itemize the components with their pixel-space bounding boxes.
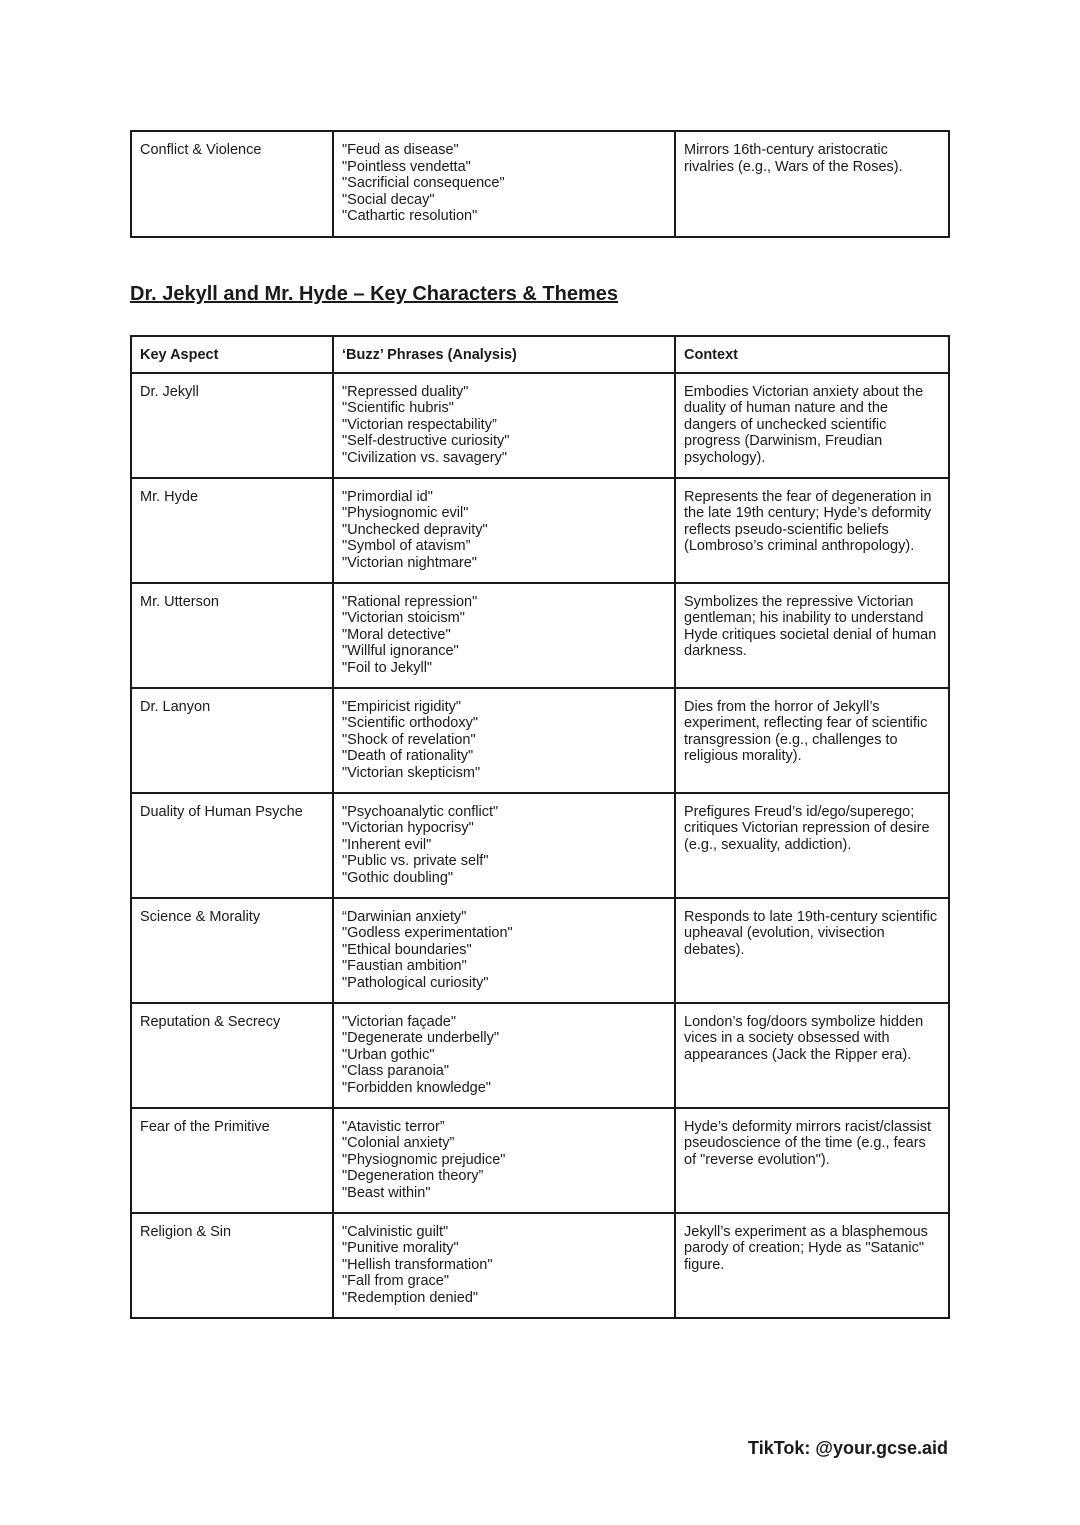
aspect-cell: Mr. Hyde [131,478,333,583]
phrase: "Ethical boundaries" [342,941,472,958]
aspect-cell: Dr. Lanyon [131,688,333,793]
phrase: "Urban gothic" [342,1046,435,1063]
context-cell: Symbolizes the repressive Victorian gentleman; his inability to understand Hyde critiques societal denial of human darkness. [675,583,949,688]
aspect-cell: Fear of the Primitive [131,1108,333,1213]
phrase: "Repressed duality" [342,383,469,400]
phrase: "Victorian skepticism" [342,764,481,781]
phrase: "Gothic doubling" [342,869,454,886]
context-cell: Prefigures Freud’s id/ego/superego; critiques Victorian repression of desire (e.g., sexuality, addiction). [675,793,949,898]
phrase: "Victorian nightmare" [342,554,477,571]
table-row [131,583,949,688]
phrase: "Victorian hypocrisy" [342,820,474,837]
table-row [131,1213,949,1318]
phrase: "Faustian ambition" [342,958,467,975]
phrase: "Pathological curiosity" [342,974,489,991]
context-cell: London’s fog/doors symbolize hidden vices in a society obsessed with appearances (Jack the Ripper era). [675,1003,949,1108]
phrase: "Psychoanalytic conflict" [342,803,499,820]
context-cell: Hyde’s deformity mirrors racist/classist pseudoscience of the time (e.g., fears of "reverse evolution"). [675,1108,949,1213]
table-row [131,131,949,237]
table-row [131,1108,949,1213]
phrase: "Cathartic resolution" [342,208,478,225]
phrase: "Empiricist rigidity" [342,698,462,715]
phrase: "Civilization vs. savagery" [342,449,508,466]
header-context: Context [675,336,949,373]
phrase: "Social decay" [342,191,435,208]
table-header-row [131,336,949,373]
phrase: "Class paranoia" [342,1063,450,1080]
aspect-cell: Mr. Utterson [131,583,333,688]
phrase: "Foil to Jekyll" [342,659,433,676]
phrase: "Atavistic terror” [342,1118,445,1135]
phrase: "Inherent evil" [342,836,432,853]
phrases-cell [333,373,675,478]
phrase: "Scientific orthodoxy" [342,715,479,732]
aspect-cell: Duality of Human Psyche [131,793,333,898]
phrase: "Victorian façade" [342,1013,457,1030]
conflict-table [130,130,950,238]
context-cell: Embodies Victorian anxiety about the duality of human nature and the dangers of unchecked scientific progress (Darwinism, Freudian psychology). [675,373,949,478]
phrase: "Public vs. private self" [342,853,489,870]
phrase: "Pointless vendetta" [342,158,471,175]
context-cell: Dies from the horror of Jekyll’s experiment, reflecting fear of scientific transgression (e.g., challenges to religious morality). [675,688,949,793]
characters-themes-table [130,335,950,1319]
phrase: "Moral detective" [342,626,451,643]
table-row [131,688,949,793]
table-row [131,793,949,898]
phrase: “Darwinian anxiety" [342,908,467,925]
phrases-cell [333,478,675,583]
aspect-cell: Science & Morality [131,898,333,1003]
phrase: "Degeneration theory” [342,1168,484,1185]
phrase: "Forbidden knowledge" [342,1079,491,1096]
phrase: "Redemption denied" [342,1289,479,1306]
phrases-cell [333,1003,675,1108]
phrase: "Rational repression" [342,593,478,610]
phrase: "Physiognomic evil" [342,505,469,522]
context-cell: Represents the fear of degeneration in the late 19th century; Hyde’s deformity reflects pseudo-scientific beliefs (Lombroso’s criminal anthropology). [675,478,949,583]
section-title: Dr. Jekyll and Mr. Hyde – Key Characters & Themes [130,283,618,305]
phrase: "Fall from grace" [342,1273,449,1290]
phrase: "Shock of revelation" [342,731,476,748]
context-cell: Jekyll’s experiment as a blasphemous parody of creation; Hyde as "Satanic" figure. [675,1213,949,1318]
header-buzz-phrases: ‘Buzz’ Phrases (Analysis) [333,336,675,373]
phrase: "Punitive morality" [342,1240,459,1257]
phrase: "Willful ignorance" [342,643,459,660]
phrase: "Primordial id" [342,488,433,505]
context-cell: Mirrors 16th-century aristocratic rivalries (e.g., Wars of the Roses). [675,131,949,237]
phrase: "Symbol of atavism” [342,538,471,555]
table-row [131,478,949,583]
phrase: "Victorian respectability” [342,416,497,433]
phrases-cell [333,583,675,688]
tiktok-credit: TikTok: @your.gcse.aid [748,1438,948,1458]
phrases-cell [333,688,675,793]
phrase: "Victorian stoicism" [342,610,465,627]
phrases-cell [333,898,675,1003]
phrase: "Hellish transformation" [342,1256,493,1273]
phrase: "Degenerate underbelly" [342,1030,500,1047]
header-key-aspect: Key Aspect [131,336,333,373]
phrase: "Sacrificial consequence" [342,175,505,192]
phrase: "Colonial anxiety” [342,1135,455,1152]
phrases-cell [333,793,675,898]
phrase: "Calvinistic guilt" [342,1223,449,1240]
phrase: "Death of rationality" [342,748,474,765]
table-row [131,373,949,478]
context-cell: Responds to late 19th-century scientific upheaval (evolution, vivisection debates). [675,898,949,1003]
phrases-cell [333,1108,675,1213]
aspect-cell: Conflict & Violence [131,131,333,237]
phrase: "Unchecked depravity" [342,521,488,538]
aspect-cell: Dr. Jekyll [131,373,333,478]
phrases-cell [333,131,675,237]
phrase: "Scientific hubris" [342,400,454,417]
table-row [131,898,949,1003]
phrase: "Godless experimentation" [342,925,513,942]
phrase: "Feud as disease" [342,142,459,158]
phrase: "Self-destructive curiosity" [342,433,510,450]
aspect-cell: Reputation & Secrecy [131,1003,333,1108]
table-row [131,1003,949,1108]
phrases-cell [333,1213,675,1318]
aspect-cell: Religion & Sin [131,1213,333,1318]
phrase: "Physiognomic prejudice" [342,1151,506,1168]
phrase: "Beast within" [342,1184,431,1201]
